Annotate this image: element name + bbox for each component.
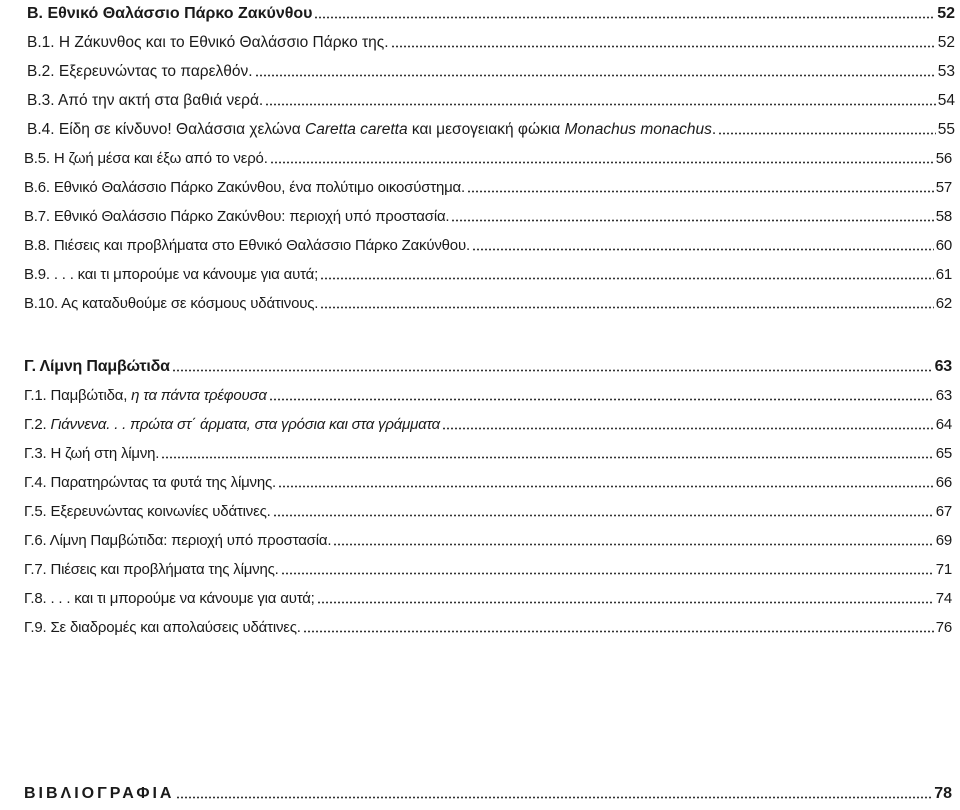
toc-page-number: 69 [935, 532, 952, 549]
dot-leader [273, 514, 934, 517]
toc-entry-label: Γ.4. Παρατηρώντας τα φυτά της λίμνης. [24, 474, 276, 491]
toc-entry-b10[interactable] [24, 288, 952, 314]
toc-page-number: 61 [935, 266, 952, 283]
dot-leader [265, 103, 936, 106]
toc-page-number: 66 [935, 474, 952, 491]
toc-entry-b4[interactable] [27, 114, 955, 140]
toc-entry-label [27, 120, 716, 140]
toc-page-number: 62 [935, 295, 952, 312]
label-italic: η τα πάντα τρέφουσα [131, 387, 267, 404]
toc-heading-g[interactable] [24, 351, 952, 377]
toc-entry-g3[interactable] [24, 438, 952, 464]
dot-leader [442, 427, 934, 430]
toc-entry-label: Β.8. Πιέσεις και προβλήματα στο Εθνικό Θαλάσσιο Πάρκο Ζακύνθου. [24, 237, 470, 254]
toc-entry-label: Β.2. Εξερευνώντας το παρελθόν. [27, 63, 253, 80]
label-text: Γ.1. Παμβώτιδα, [24, 387, 132, 404]
species-name-caretta: Caretta caretta [305, 121, 408, 138]
dot-leader [320, 306, 933, 309]
dot-leader [269, 398, 934, 401]
label-text: Γ.2. [24, 416, 51, 433]
toc-entry-g9[interactable] [24, 612, 952, 638]
toc-entry-label: Β.3. Από την ακτή στα βαθιά νερά. [27, 92, 264, 109]
toc-page-number: 54 [937, 92, 955, 109]
toc-entry-b2[interactable] [27, 56, 955, 82]
toc-page-number: 65 [935, 445, 952, 462]
dot-leader [278, 485, 934, 488]
species-name-monachus: Monachus monachus [564, 121, 712, 138]
toc-entry-label: Γ.9. Σε διαδρομές και απολαύσεις υδάτινες. [24, 619, 301, 636]
toc-entry-label [24, 415, 440, 435]
toc-entry-b9[interactable] [24, 259, 952, 285]
dot-leader [451, 219, 933, 222]
dot-leader [270, 161, 934, 164]
toc-entry-b3[interactable] [27, 85, 955, 111]
toc-entry-g5[interactable] [24, 496, 952, 522]
toc-page-number: 74 [935, 590, 952, 607]
dot-leader [172, 369, 933, 372]
toc-page-number: 53 [937, 63, 955, 80]
dot-leader [161, 456, 933, 459]
toc-entry-b1[interactable] [27, 27, 955, 53]
toc-entry-g6[interactable] [24, 525, 952, 551]
label-text: . [711, 121, 717, 138]
toc-page-number: 56 [935, 150, 952, 167]
toc-page-number: 60 [935, 237, 952, 254]
toc-heading-label: Γ. Λίμνη Παμβώτιδα [24, 358, 170, 375]
toc-entry-label: Γ.6. Λίμνη Παμβώτιδα: περιοχή υπό προστασία. [24, 532, 332, 549]
dot-leader [314, 16, 935, 19]
toc-entry-b5[interactable] [24, 143, 952, 169]
toc-page-number: 55 [937, 121, 955, 138]
toc-page-number: 58 [935, 208, 952, 225]
toc-page-number: 52 [937, 34, 955, 51]
toc-page-number: 67 [935, 503, 952, 520]
dot-leader [303, 630, 934, 633]
toc-entry-g7[interactable] [24, 554, 952, 580]
toc-entry-label: Β.10. Ας καταδυθούμε σε κόσμους υδάτινους. [24, 295, 319, 312]
toc-entry-bibliography[interactable] [24, 778, 952, 804]
dot-leader [255, 74, 936, 77]
toc-entry-label: Γ.3. Η ζωή στη λίμνη. [24, 445, 160, 462]
dot-leader [320, 277, 934, 280]
toc-entry-b7[interactable] [24, 201, 952, 227]
toc-entry-label: Γ.8. . . . και τι μπορούμε να κάνουμε για αυτά; [24, 590, 315, 607]
toc-entry-g4[interactable] [24, 467, 952, 493]
label-text: και μεσογειακή φώκια [407, 121, 565, 138]
toc-entry-g2[interactable] [24, 409, 952, 435]
toc-entry-label: Β.9. . . . και τι μπορούμε να κάνουμε για αυτά; [24, 266, 319, 283]
toc-entry-label [24, 386, 267, 406]
label-italic: Γιάννενα. . . πρώτα στ΄ άρματα, στα γρόσια και στα γράμματα [50, 416, 441, 433]
toc-page-number: 63 [934, 358, 952, 375]
toc-heading-label: Β. Εθνικό Θαλάσσιο Πάρκο Ζακύνθου [27, 5, 313, 22]
toc-page-number: 57 [935, 179, 952, 196]
dot-leader [281, 572, 934, 575]
toc-entry-label: Β.7. Εθνικό Θαλάσσιο Πάρκο Ζακύνθου: περιοχή υπό προστασία. [24, 208, 450, 225]
toc-page-number: 71 [935, 561, 952, 578]
toc-entry-label: Γ.5. Εξερευνώντας κοινωνίες υδάτινες. [24, 503, 271, 520]
toc-entry-label: Β.6. Εθνικό Θαλάσσιο Πάρκο Ζακύνθου, ένα πολύτιμο οικοσύστημα. [24, 179, 465, 196]
dot-leader [718, 132, 936, 135]
dot-leader [467, 190, 934, 193]
toc-heading-label: ΒΙΒΛΙΟΓΡΑΦΙΑ [24, 785, 175, 802]
toc-page-number: 78 [934, 785, 952, 802]
toc-page-number: 63 [935, 387, 952, 404]
toc-page-number: 52 [937, 5, 955, 22]
toc-entry-g8[interactable] [24, 583, 952, 609]
toc-entry-g1[interactable] [24, 380, 952, 406]
dot-leader [176, 796, 932, 799]
label-text: Β.4. Είδη σε κίνδυνο! Θαλάσσια χελώνα [27, 121, 306, 138]
dot-leader [391, 45, 936, 48]
toc-entry-label: Β.5. Η ζωή μέσα και έξω από το νερό. [24, 150, 268, 167]
toc-page-number: 64 [935, 416, 952, 433]
dot-leader [333, 543, 933, 546]
toc-entry-label: Γ.7. Πιέσεις και προβλήματα της λίμνης. [24, 561, 279, 578]
toc-entry-b6[interactable] [24, 172, 952, 198]
toc-entry-label: Β.1. Η Ζάκυνθος και το Εθνικό Θαλάσσιο Πάρκο της. [27, 34, 389, 51]
dot-leader [317, 601, 934, 604]
dot-leader [472, 248, 934, 251]
toc-entry-b8[interactable] [24, 230, 952, 256]
toc-heading-b[interactable] [27, 0, 955, 24]
toc-page-number: 76 [935, 619, 952, 636]
